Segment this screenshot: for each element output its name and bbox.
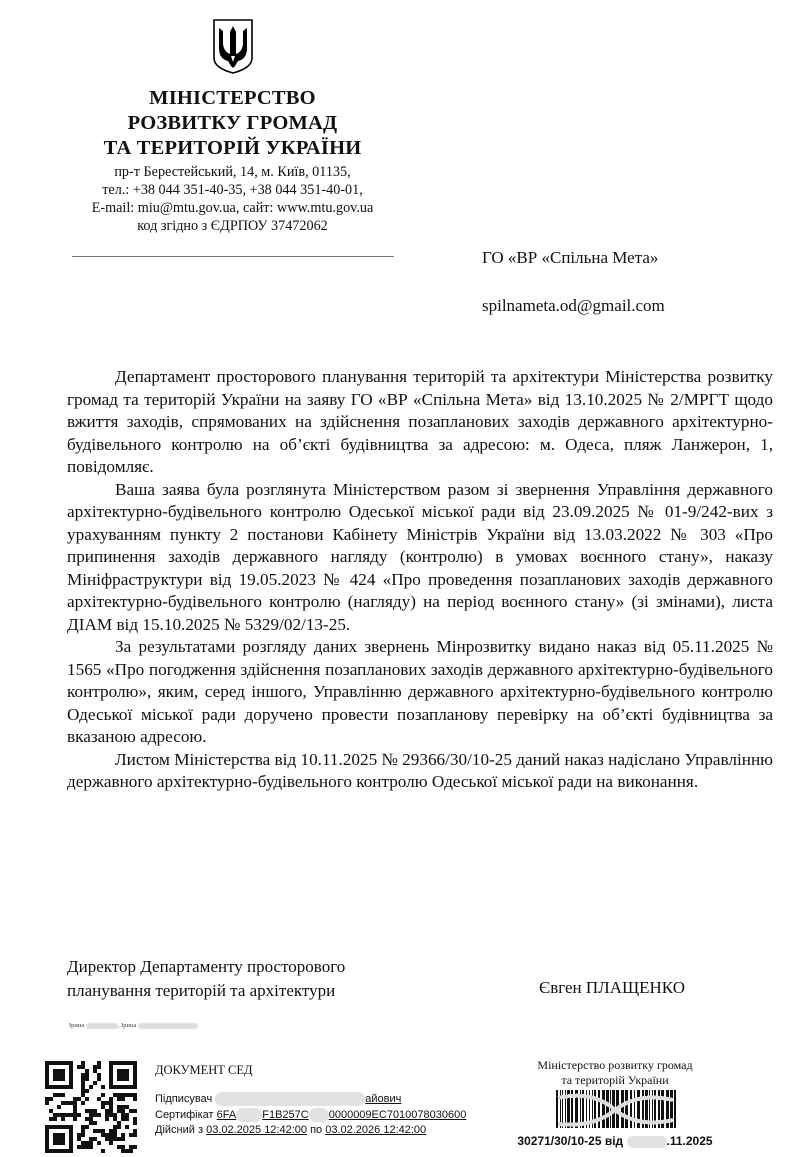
registration-org-line-2: та територій України <box>561 1073 669 1087</box>
executor-name-a: Ірина <box>69 1022 85 1029</box>
email-site-line: E-mail: miu@mtu.gov.ua, сайт: www.mtu.gov.ua <box>91 200 374 216</box>
paragraph-2: Ваша заява була розглянута Міністерством разом зі звернення Управління державного архітектурно-будівельного контролю Одеської міської ради від 23.09.2025 № 01-9/242-вих з урахуванням пункту 2 постанови Кабінету Міністрів України від 13.03.2022 № 303 «Про припинення заходів державного нагляду (контролю) в умовах воєнного стану», наказу Мініфраструктури від 19.05.2023 № 424 «Про проведення позапланових заходів державного архітектурно-будівельного контролю (нагляду) на період воєнного стану» (зі змінами), листа ДІАМ від 15.10.2025 № 5329/02/13-25. <box>67 479 773 634</box>
address-line: пр-т Берестейський, 14, м. Київ, 01135, <box>114 164 351 180</box>
title-line-3: ТА ТЕРИТОРІЙ УКРАЇНИ <box>103 137 362 159</box>
header-divider <box>72 256 394 257</box>
sed-title: ДОКУМЕНТ СЕД <box>155 1063 253 1077</box>
cert-part-2: F1B257C <box>262 1108 309 1121</box>
sed-certificate-value <box>217 1109 467 1121</box>
redacted-block <box>236 1108 262 1122</box>
sed-valid-from: 03.02.2025 12:42:00 <box>206 1124 308 1136</box>
signer-position-line-1: Директор Департаменту просторового <box>67 957 346 976</box>
title-line-1: МІНІСТЕРСТВО <box>149 87 316 109</box>
redacted-block <box>309 1108 329 1122</box>
sed-certificate <box>155 1108 466 1122</box>
redacted-block <box>138 1023 198 1029</box>
barcode-icon <box>553 1090 678 1128</box>
registration-org-line-1: Міністерство розвитку громад <box>537 1058 693 1072</box>
phone-line: тел.: +38 044 351-40-35, +38 044 351-40-01, <box>102 182 363 198</box>
redacted-block <box>86 1023 118 1029</box>
sed-valid-to: 03.02.2026 12:42:00 <box>325 1124 427 1136</box>
sed-validity <box>155 1124 426 1136</box>
registration-number <box>510 1134 720 1148</box>
recipient-email: spilnameta.od@gmail.com <box>482 296 665 315</box>
sed-certificate-label: Сертифікат <box>155 1108 214 1121</box>
sed-signer-value <box>215 1093 401 1105</box>
paragraph-4: Листом Міністерства від 10.11.2025 № 29366/30/10-25 даний наказ надіслано Управлінню державного архітектурно-будівельного контролю Одеської міської ради на виконання. <box>67 749 774 791</box>
executor-note <box>69 1022 198 1029</box>
sed-signer-visible: айович <box>365 1092 402 1105</box>
letterhead <box>70 18 395 235</box>
registration-number-value: 30271/30/10-25 від <box>517 1134 624 1148</box>
signer-position-line-2: планування територій та архітектури <box>67 980 336 1000</box>
cert-part-3: 0000009EC7010078030600 <box>328 1108 467 1121</box>
cert-part-1: 6FA <box>216 1108 237 1121</box>
coat-of-arms-icon <box>212 18 254 74</box>
letter-body <box>67 366 773 794</box>
paragraph-3: За результатами розгляду даних звернень Мінрозвитку видано наказ від 05.11.2025 № 1565 «Про погодження здійснення позапланових заходів державного архітектурно-будівельного контролю», яким, серед іншого, Управлінню державного архітектурно-будівельного контролю Одеської міської ради доручено провести позапланову перевірку на об’єкті будівництва за вказаною адресою. <box>67 637 773 746</box>
sed-signer <box>155 1092 401 1106</box>
registration-org <box>510 1058 720 1088</box>
edrpou-line: код згідно з ЄДРПОУ 37472062 <box>137 218 328 234</box>
recipient-name: ГО «ВР «Спільна Мета» <box>482 248 659 267</box>
title-line-2: РОЗВИТКУ ГРОМАД <box>127 112 338 134</box>
sed-valid-label: Дійсний з <box>155 1124 204 1136</box>
signer-position <box>67 955 345 1002</box>
redacted-block <box>215 1092 365 1106</box>
executor-name-b: , Ірина <box>117 1022 137 1029</box>
ministry-contacts <box>70 163 395 235</box>
registration-date: .11.2025 <box>666 1134 713 1148</box>
registration-stamp <box>510 1058 720 1148</box>
sed-signer-label: Підписувач <box>155 1092 213 1105</box>
qr-code-icon <box>45 1061 137 1153</box>
redacted-block <box>627 1136 667 1148</box>
paragraph-1: Департамент просторового планування територій та архітектури Міністерства розвитку громад та територій України на заяву ГО «ВР «Спільна Мета» від 13.10.2025 № 2/МРГТ щодо вжиття заходів, спрямованих на здійснення позапланових заходів державного архітектурно-будівельного контролю на об’єкті будівництва за адресою: м. Одеса, пляж Ланжерон, 1, повідомляє. <box>67 367 773 476</box>
sed-valid-to-label: по <box>310 1124 323 1136</box>
signer-name: Євген ПЛАЩЕНКО <box>539 978 685 997</box>
ministry-title <box>70 86 395 161</box>
